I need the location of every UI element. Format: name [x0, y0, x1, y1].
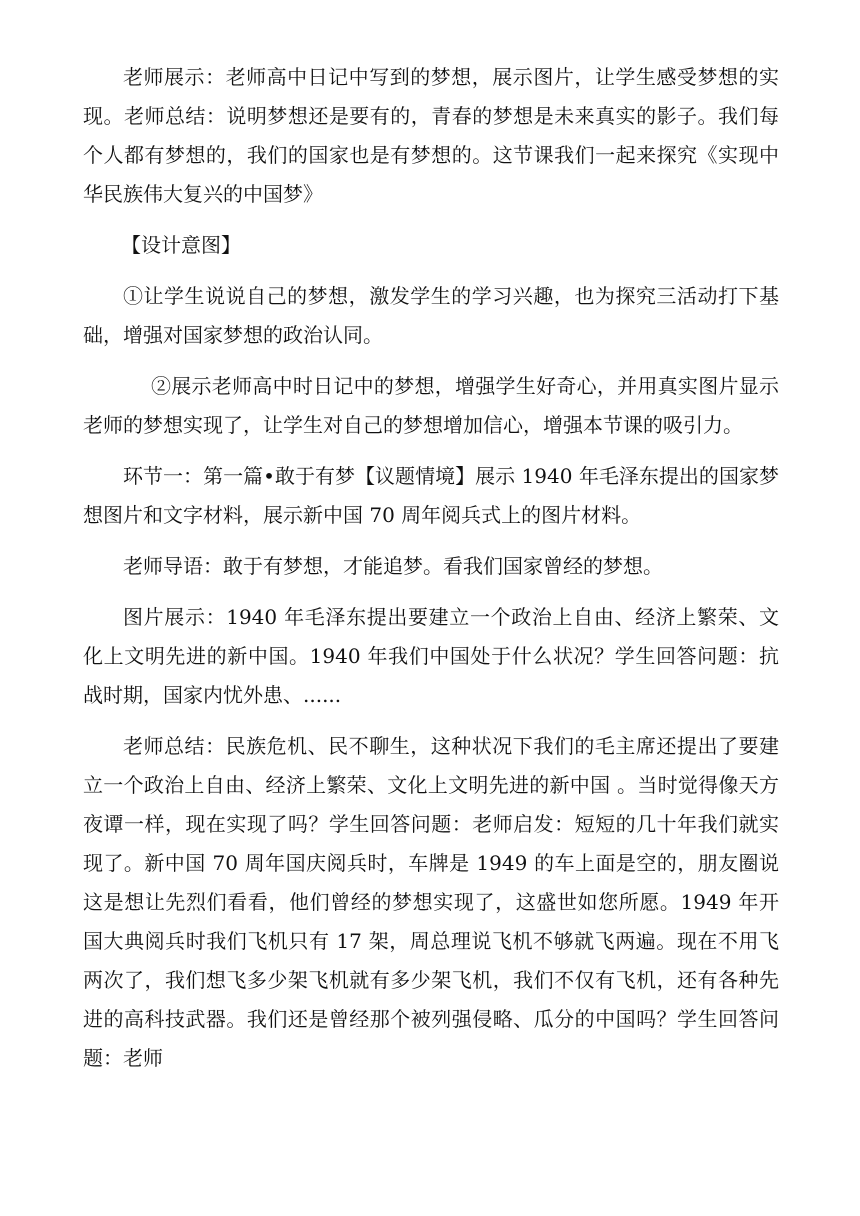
design-intent-heading: 【设计意图】: [121, 233, 241, 257]
paragraph-picture-display: 图片展示：1940 年毛泽东提出要建立一个政治上自由、经济上繁荣、文化上文明先进的新中国。1940 年我们中国处于什么状况？学生回答问题：抗战时期，国家内忧外患、......: [83, 605, 779, 707]
paragraph-design-point-1: ①让学生说说自己的梦想，激发学生的学习兴趣，也为探究三活动打下基础，增强对国家梦想的政治认同。: [83, 284, 779, 347]
paragraph-teacher-display: 老师展示：老师高中日记中写到的梦想，展示图片，让学生感受梦想的实现。老师总结：说明梦想还是要有的，青春的梦想是未来真实的影子。我们每个人都有梦想的，我们的国家也是有梦想的。这节课我们一起来探究《实现中华民族伟大复兴的中国梦》: [83, 65, 779, 206]
document-body: [83, 58, 779, 1090]
paragraph-teacher-intro: 老师导语：敢于有梦想，才能追梦。看我们国家曾经的梦想。: [123, 554, 663, 578]
paragraph-teacher-summary: 老师总结：民族危机、民不聊生，这种状况下我们的毛主席还提出了要建立一个政治上自由、经济上繁荣、文化上文明先进的新中国 。当时觉得像天方夜谭一样，现在实现了吗？学生回答问题：老师启发：短短的几十年我们就实现了。新中国 70 周年国庆阅兵时，车牌是 1949 的车上面是空的，朋友圈说这是想让先烈们看看，他们曾经的梦想实现了，这盛世如您所愿。1949 年开国大典阅兵时我们飞机只有 17 架，周总理说飞机不够就飞两遍。现在不用飞两次了，我们想飞多少架飞机就有多少架飞机，我们不仅有飞机，还有各种先进的高科技武器。我们还是曾经那个被列强侵略、瓜分的中国吗？学生回答问题：老师: [83, 734, 779, 1070]
paragraph-section-one: 环节一：第一篇•敢于有梦【议题情境】展示 1940 年毛泽东提出的国家梦想图片和文字材料，展示新中国 70 周年阅兵式上的图片材料。: [83, 464, 779, 527]
paragraph-design-point-2: ②展示老师高中时日记中的梦想，增强学生好奇心，并用真实图片显示老师的梦想实现了，让学生对自己的梦想增加信心，增强本节课的吸引力。: [83, 374, 779, 437]
